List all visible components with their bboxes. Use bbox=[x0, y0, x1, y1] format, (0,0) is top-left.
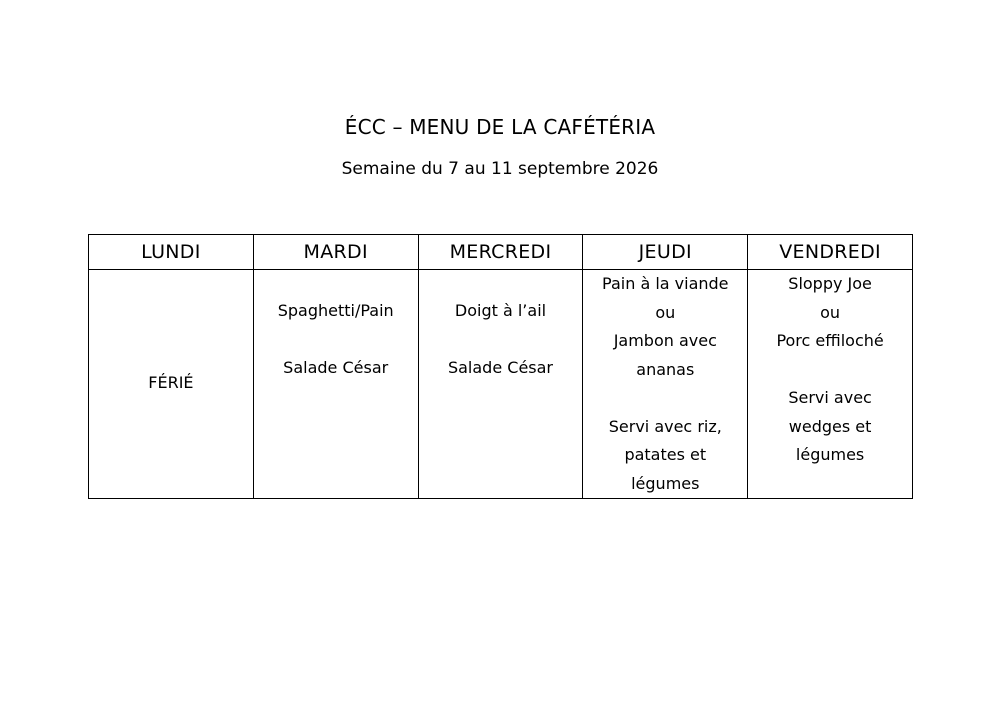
menu-line: Doigt à l’ail bbox=[454, 301, 547, 320]
header-wednesday: MERCREDI bbox=[418, 235, 583, 270]
menu-line: wedges et bbox=[788, 416, 872, 436]
header-monday: LUNDI bbox=[89, 235, 254, 270]
menu-line-blank bbox=[419, 326, 583, 355]
menu-line-blank bbox=[748, 356, 912, 385]
header-thursday: JEUDI bbox=[583, 235, 748, 270]
menu-line: Salade César bbox=[447, 358, 553, 377]
menu-line: ananas bbox=[636, 359, 695, 379]
menu-line: légumes bbox=[631, 473, 700, 493]
menu-line: ou bbox=[655, 302, 676, 322]
header-friday: VENDREDI bbox=[748, 235, 913, 270]
page-title: ÉCC – MENU DE LA CAFÉTÉRIA bbox=[344, 115, 656, 139]
cell-thursday bbox=[583, 270, 748, 499]
menu-line: Salade César bbox=[283, 358, 389, 377]
menu-line: Sloppy Joe bbox=[788, 274, 872, 293]
menu-line: ou bbox=[820, 302, 841, 322]
cell-friday bbox=[748, 270, 913, 499]
menu-line: FÉRIÉ bbox=[148, 373, 194, 393]
menu-line: Pain à la viande bbox=[602, 274, 729, 293]
header-tuesday: MARDI bbox=[253, 235, 418, 270]
menu-line: patates et bbox=[624, 445, 707, 464]
menu-line: Servi avec bbox=[788, 388, 872, 407]
menu-line-blank bbox=[583, 384, 747, 413]
menu-line-blank bbox=[254, 326, 418, 355]
menu-line: Jambon avec bbox=[613, 331, 717, 350]
menu-line: légumes bbox=[795, 445, 865, 464]
table-header-row bbox=[89, 235, 913, 270]
menu-line: Servi avec riz, bbox=[608, 416, 722, 436]
cell-wednesday bbox=[418, 270, 583, 499]
cell-tuesday bbox=[253, 270, 418, 499]
menu-line: Porc effiloché bbox=[776, 331, 884, 350]
table-row bbox=[89, 270, 913, 499]
menu-table bbox=[88, 234, 913, 499]
cell-monday bbox=[89, 270, 254, 499]
menu-line: Spaghetti/Pain bbox=[277, 301, 394, 320]
page-subtitle: Semaine du 7 au 11 septembre 2026 bbox=[341, 159, 659, 179]
